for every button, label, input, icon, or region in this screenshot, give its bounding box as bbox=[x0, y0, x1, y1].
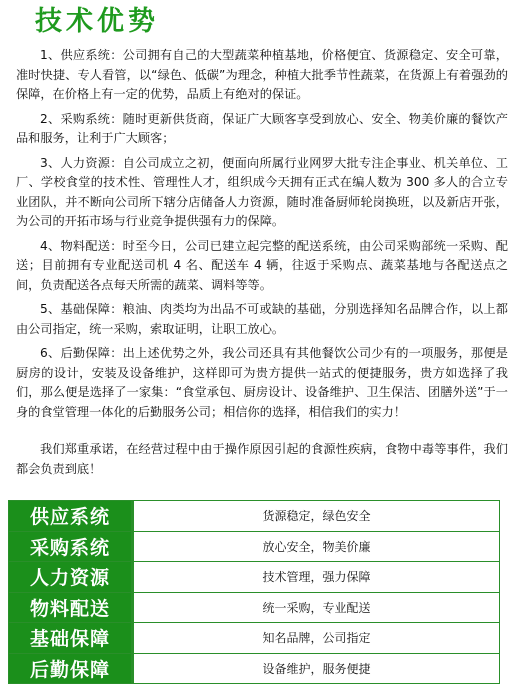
feature-label: 物料配送 bbox=[9, 593, 134, 623]
paragraph-supply-system: 1、供应系统：公司拥有自己的大型蔬菜种植基地，价格便宜、货源稳定、安全可靠，准时快捷、专人看管，以“绿色、低碳”为理念，种植大批季节性蔬菜，在货源上有着强劲的保障，在价格上有一定的优势，品质上有绝对的保证。 bbox=[16, 48, 508, 101]
feature-row bbox=[9, 531, 499, 562]
page-title: 技术优势 bbox=[35, 6, 159, 37]
feature-row bbox=[9, 561, 499, 592]
feature-description: 技术管理，强力保障 bbox=[134, 562, 499, 592]
feature-label: 供应系统 bbox=[9, 501, 134, 531]
paragraph-basic-guarantee: 5、基础保障：粮油、肉类均为出品不可或缺的基础，分别选择知名品牌合作，以上都由公司指定，统一采购，索取证明，让职工放心。 bbox=[16, 302, 508, 336]
paragraph-material-delivery: 4、物料配送：时至今日，公司已建立起完整的配送系统，由公司采购部统一采购、配送；目前拥有专业配送司机 4 名、配送车 4 辆，往返于采购点、蔬菜基地与各配送点之间，负责配送各点每天所需的蔬菜、调料等等。 bbox=[16, 238, 508, 292]
feature-description: 知名品牌，公司指定 bbox=[134, 623, 499, 653]
feature-description: 统一采购，专业配送 bbox=[134, 593, 499, 623]
promise-statement: 我们郑重承诺，在经营过程中由于操作原因引起的食源性疾病，食物中毒等事件，我们都会负责到底！ bbox=[16, 442, 508, 476]
feature-label: 后勤保障 bbox=[9, 654, 134, 684]
paragraph-logistics-guarantee: 6、后勤保障：出上述优势之外，我公司还具有其他餐饮公司少有的一项服务，那便是厨房的设计，安装及设备维护，这样即可为贵方提供一站式的便捷服务，贵方如选择了我们，那么便是选择了一家集：“食堂承包、厨房设计、设备维护、卫生保洁、团膳外送”于一身的食堂管理一体化的后勤服务公司；相信你的选择，相信我们的实力！ bbox=[16, 346, 508, 419]
feature-description: 放心安全，物美价廉 bbox=[134, 532, 499, 562]
feature-label: 人力资源 bbox=[9, 562, 134, 592]
feature-row bbox=[9, 501, 499, 531]
feature-row bbox=[9, 622, 499, 653]
paragraph-purchasing-system: 2、采购系统：随时更新供货商，保证广大顾客享受到放心、安全、物美价廉的餐饮产品和服务，让利于广大顾客； bbox=[16, 111, 508, 145]
feature-row bbox=[9, 653, 499, 684]
feature-description: 货源稳定，绿色安全 bbox=[134, 501, 499, 531]
paragraph-human-resources: 3、人力资源：自公司成立之初，便面向所属行业网罗大批专注企事业、机关单位、工厂、学校食堂的技术性、管理性人才，组织成今天拥有正式在编人数为 300 多人的合立专业团队，并不断向公司所下辖分店储备人力资源，随时准备厨师轮岗换班，以及新店开张，为公司的开拓市场与行业竞争提供强有力的保障。 bbox=[16, 155, 508, 228]
feature-summary-table bbox=[8, 500, 500, 684]
feature-row bbox=[9, 592, 499, 623]
feature-description: 设备维护，服务便捷 bbox=[134, 654, 499, 684]
advantage-paragraphs bbox=[16, 46, 508, 427]
feature-label: 基础保障 bbox=[9, 623, 134, 653]
feature-label: 采购系统 bbox=[9, 532, 134, 562]
